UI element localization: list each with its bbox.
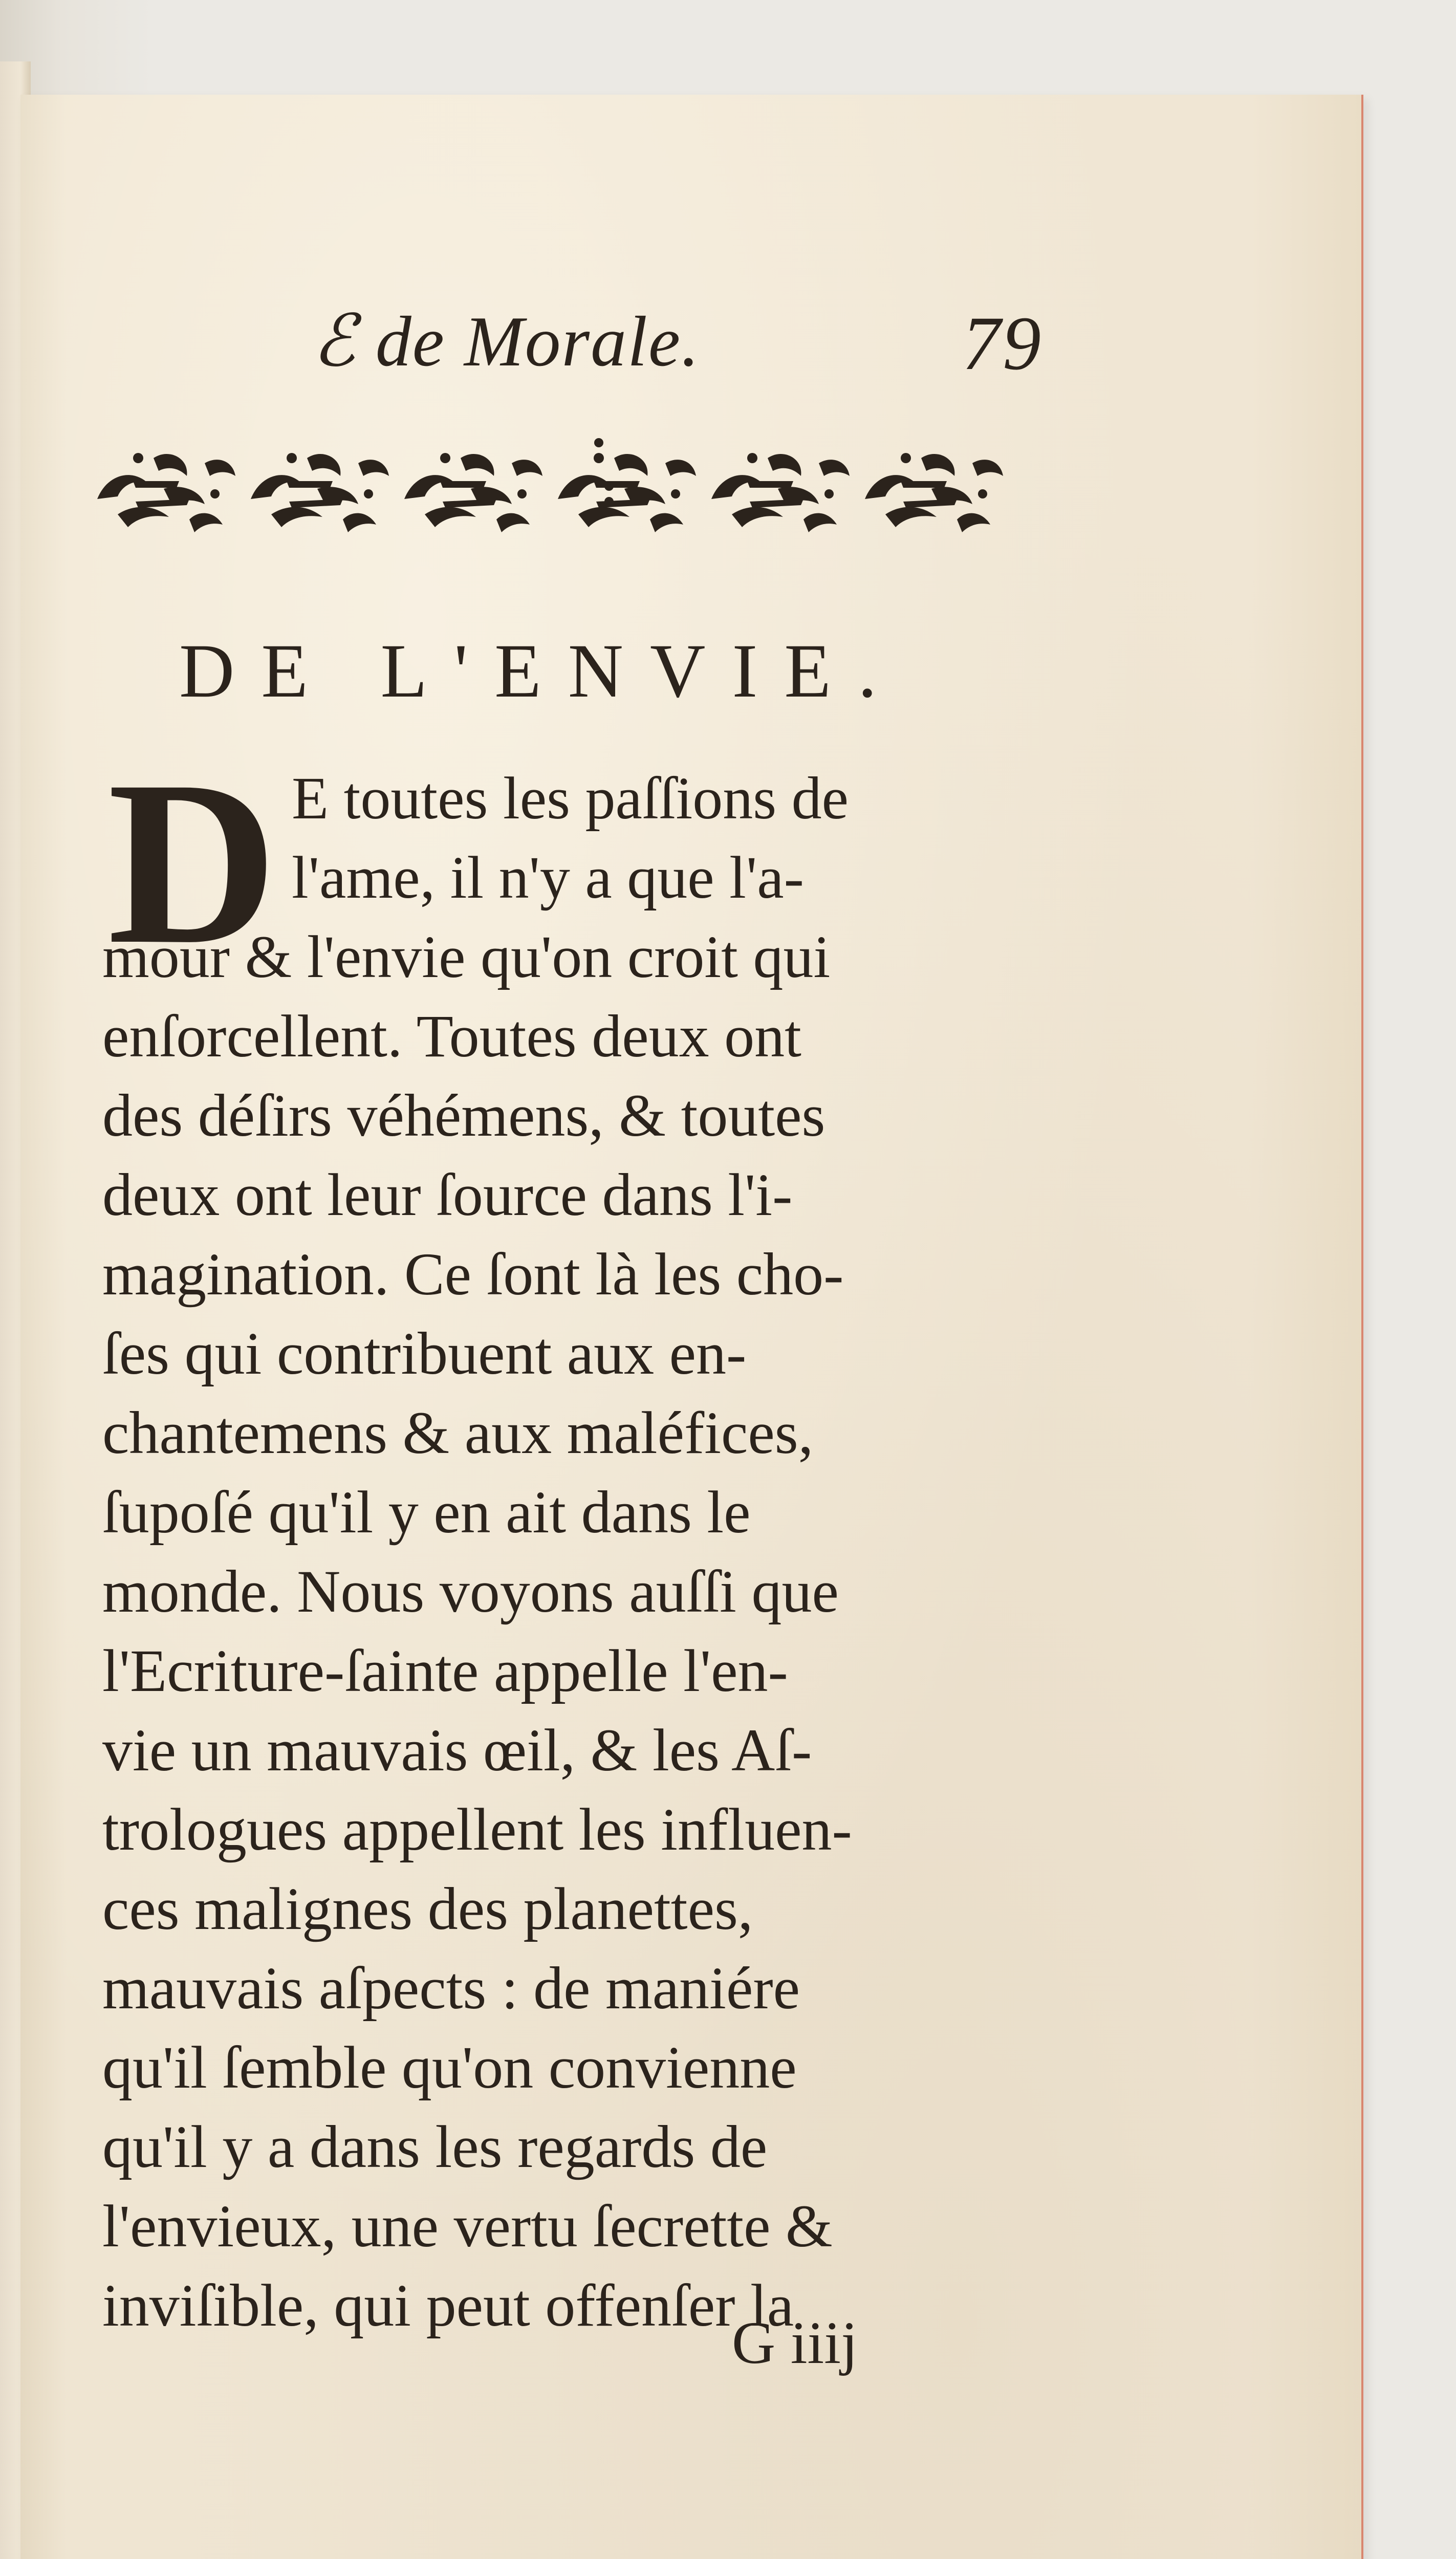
signature-mark: G iiij [732, 2309, 858, 2376]
text-line: deux ont leur ſource dans l'i- [102, 1161, 793, 1228]
text-line: chantemens & aux maléfices, [102, 1399, 814, 1466]
text-line: ſes qui contribuent aux en- [102, 1320, 747, 1387]
text-line: ces malignes des planettes, [102, 1875, 753, 1942]
text-line: magination. Ce ſont là les cho- [102, 1241, 844, 1308]
running-head: ℰ de Morale. [312, 302, 701, 381]
text-line: l'envieux, une vertu ſecrette & [102, 2193, 833, 2260]
book-page [20, 95, 1363, 2559]
text-line: inviſible, qui peut offenſer la [102, 2272, 794, 2339]
text-line: l'ame, il n'y a que l'a- [292, 844, 804, 911]
text-line: E toutes les paſſions de [292, 765, 849, 832]
chapter-title: DE L'ENVIE. [179, 628, 904, 713]
text-line: des déſirs véhémens, & toutes [102, 1082, 825, 1149]
fleuron-band-ornament-icon [87, 427, 1059, 545]
text-line: trologues appellent les influen- [102, 1796, 852, 1863]
text-line: mauvais aſpects : de maniére [102, 1955, 800, 2022]
text-line: l'Ecriture-ſainte appelle l'en- [102, 1637, 788, 1704]
text-line: qu'il ſemble qu'on convienne [102, 2034, 797, 2101]
text-line: ſupoſé qu'il y en ait dans le [102, 1479, 751, 1546]
drop-cap: D [107, 732, 278, 993]
page-number: 79 [962, 301, 1043, 386]
text-line: enſorcellent. Toutes deux ont [102, 1003, 801, 1070]
text-line: vie un mauvais œil, & les Aſ- [102, 1717, 812, 1784]
text-line: qu'il y a dans les regards de [102, 2113, 768, 2180]
text-line: monde. Nous voyons auſſi que [102, 1558, 839, 1625]
text-line: mour & l'envie qu'on croit qui [102, 923, 831, 990]
